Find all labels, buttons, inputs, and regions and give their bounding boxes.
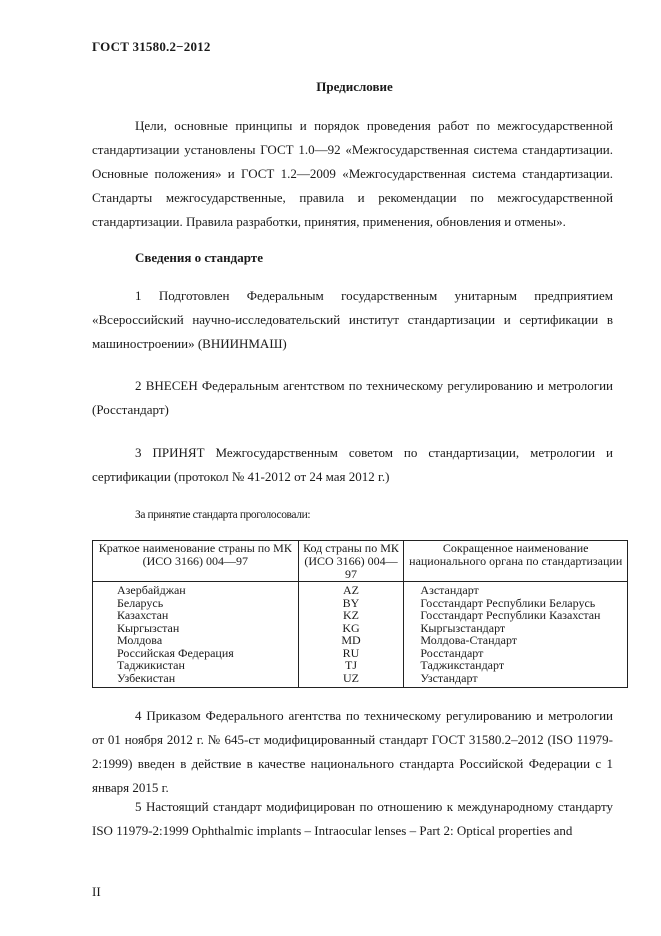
paragraph-2: 2 ВНЕСЕН Федеральным агентством по техническому регулированию и метрологии (Росстандарт)	[92, 378, 613, 417]
table-row	[93, 582, 628, 597]
foreword-title-text: Предисловие	[316, 79, 393, 94]
body-cell: Узстандарт	[404, 672, 628, 688]
country-cell: Молдова	[93, 634, 299, 647]
code-cell: KG	[298, 622, 404, 635]
body-cell: Кыргызстандарт	[404, 622, 628, 635]
code-cell: BY	[298, 597, 404, 610]
intro-paragraph: Цели, основные принципы и порядок проведения работ по межгосударственной стандартизации установлены ГОСТ 1.0—92 «Межгосударственная система стандартизации. Основные положения» и ГОСТ 1.2—2009 «Межгосударственная система стандартизации. Стандарты межгосударственные, правила и рекомендации по межгосударственной стандартизации. Правила разработки, принятия, применения, обновления и отмены».	[92, 118, 613, 229]
body-cell: Таджикстандарт	[404, 659, 628, 672]
paragraph-3: 3 ПРИНЯТ Межгосударственным советом по стандартизации, метрологии и сертификации (протокол № 41-2012 от 24 мая 2012 г.)	[92, 445, 613, 484]
table-row	[93, 609, 628, 622]
voting-table	[92, 540, 628, 688]
vote-caption: За принятие стандарта проголосовали:	[135, 509, 311, 521]
section-title-standard-info: Сведения о стандарте	[135, 250, 263, 265]
table-header-country: Краткое наименование страны по МК (ИСО 3166) 004—97	[93, 541, 299, 582]
code-cell: KZ	[298, 609, 404, 622]
table-row	[93, 634, 628, 647]
country-cell: Российская Федерация	[93, 647, 299, 660]
document-header: ГОСТ 31580.2−2012	[92, 39, 211, 54]
paragraph-4: 4 Приказом Федерального агентства по техническому регулированию и метрологии от 01 ноября 2012 г. № 645-ст модифицированный стандарт ГОСТ 31580.2–2012 (ISO 11979-2:1999) введен в действие в качестве национального стандарта Российской Федерации с 1 января 2015 г.	[92, 708, 613, 795]
country-cell: Кыргызстан	[93, 622, 299, 635]
country-cell: Азербайджан	[93, 582, 299, 597]
body-cell: Госстандарт Республики Беларусь	[404, 597, 628, 610]
section-title-foreword	[0, 79, 661, 95]
country-cell: Беларусь	[93, 597, 299, 610]
page-number: II	[92, 884, 101, 899]
paragraph-1: 1 Подготовлен Федеральным государственным унитарным предприятием «Всероссийский научно-исследовательский институт стандартизации и сертификации в машиностроении» (ВНИИНМАШ)	[92, 288, 613, 351]
code-cell: UZ	[298, 672, 404, 688]
paragraph-5: 5 Настоящий стандарт модифицирован по отношению к международному стандарту ISO 11979-2:1999 Ophthalmic implants – Intraocular lenses – Part 2: Optical properties and	[92, 799, 613, 838]
table-row	[93, 672, 628, 688]
country-cell: Казахстан	[93, 609, 299, 622]
code-cell: AZ	[298, 582, 404, 597]
table-header-body: Сокращенное наименование национального органа по стандартизации	[404, 541, 628, 582]
body-cell: Госстандарт Республики Казахстан	[404, 609, 628, 622]
body-cell: Азстандарт	[404, 582, 628, 597]
table-row	[93, 659, 628, 672]
body-cell: Росстандарт	[404, 647, 628, 660]
table-header-code: Код страны по МК (ИСО 3166) 004—97	[298, 541, 404, 582]
code-cell: MD	[298, 634, 404, 647]
country-cell: Узбекистан	[93, 672, 299, 688]
table-header-row	[93, 541, 628, 582]
country-cell: Таджикистан	[93, 659, 299, 672]
body-cell: Молдова-Стандарт	[404, 634, 628, 647]
code-cell: RU	[298, 647, 404, 660]
code-cell: TJ	[298, 659, 404, 672]
